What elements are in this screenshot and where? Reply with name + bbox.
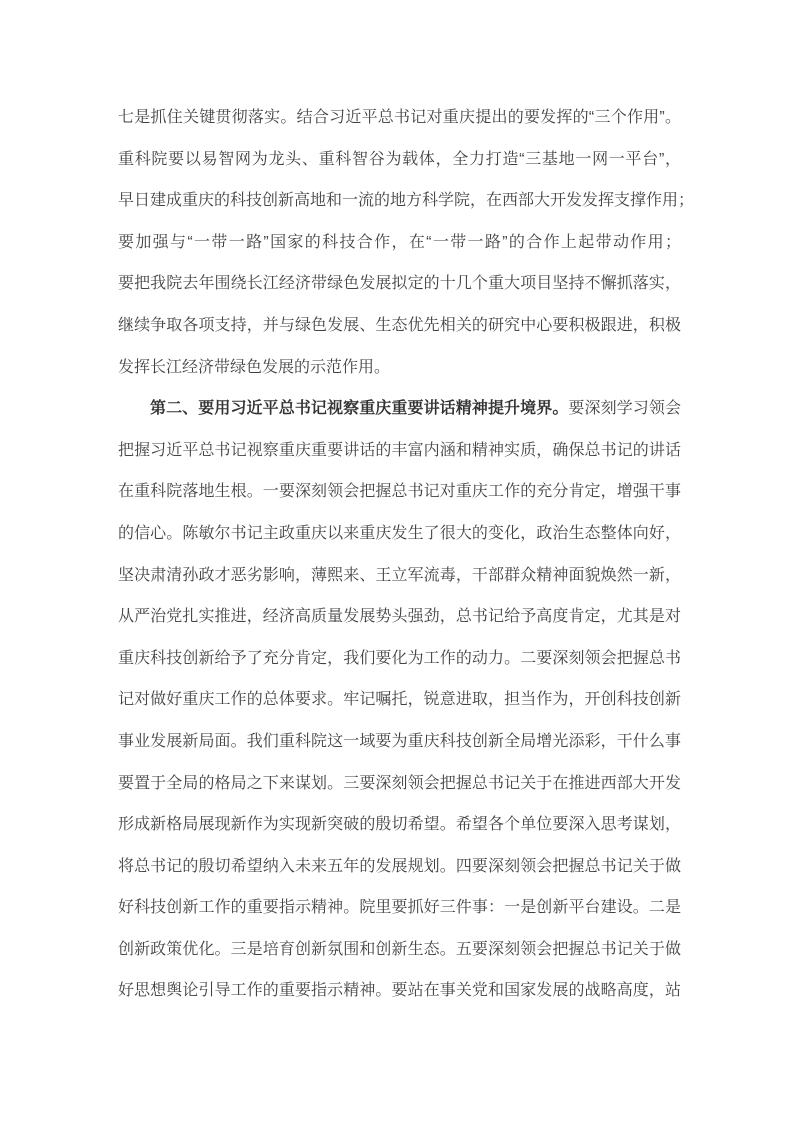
text-line [118, 180, 695, 222]
text-segment: 坚决肃清孙政才恶劣影响，薄熙来、王立军流毒，干部群众精神面貌焕然一新， [118, 566, 681, 584]
text-segment: 发挥长江经济带绿色发展的示范作用。 [118, 358, 391, 376]
text-segment: 要把我院去年围绕长江经济带绿色发展拟定的十几个重大项目坚持不懈抓落实， [118, 275, 681, 293]
text-line [118, 430, 681, 472]
bold-text-segment: 第二、要用习近平总书记视察重庆重要讲话精神提升境界。 [150, 400, 569, 418]
text-line [118, 846, 681, 888]
text-segment: 好思想舆论引导工作的重要指示精神。要站在事关党和国家发展的战略高度，站 [118, 982, 681, 1000]
text-line [118, 638, 681, 680]
text-segment: 在重科院落地生根。一要深刻领会把握总书记对重庆工作的充分肯定，增强干事 [118, 483, 681, 501]
text-segment: 重庆科技创新给予了充分肯定，我们要化为工作的动力。二要深刻领会把握总书 [118, 649, 681, 667]
text-segment: 的信心。陈敏尔书记主政重庆以来重庆发生了很大的变化，政治生态整体向好， [118, 524, 681, 542]
text-segment: 事业发展新局面。我们重科院这一域要为重庆科技创新全局增光添彩，干什么事 [118, 732, 681, 750]
text-segment: 继续争取各项支持，并与绿色发展、生态优先相关的研究中心要积极跟进，积极 [118, 316, 681, 334]
text-line [118, 513, 681, 555]
text-segment: 把握习近平总书记视察重庆重要讲话的丰富内涵和精神实质，确保总书记的讲话 [118, 441, 681, 459]
text-segment: 记对做好重庆工作的总体要求。牢记嘱托，锐意进取，担当作为，开创科技创新 [118, 691, 681, 709]
text-line [118, 887, 681, 929]
text-line [118, 97, 681, 139]
text-line [118, 721, 681, 763]
paragraph-second-point [118, 388, 681, 1012]
text-segment: 从严治党扎实推进，经济高质量发展势头强劲，总书记给予高度肯定，尤其是对 [118, 608, 681, 626]
text-segment: 好科技创新工作的重要指示精神。院里要抓好三件事：一是创新平台建设。二是 [118, 899, 681, 917]
text-line [118, 929, 681, 971]
text-line [118, 139, 681, 181]
text-segment: 要加强与“一带一路”国家的科技合作，在“一带一路”的合作上起带动作用； [118, 233, 681, 251]
text-segment: 要置于全局的格局之下来谋划。三要深刻领会把握总书记关于在推进西部大开发 [118, 774, 681, 792]
paragraph-continuation [118, 97, 695, 388]
text-line [118, 970, 681, 1012]
text-line [118, 763, 681, 805]
text-segment: 将总书记的殷切希望纳入未来五年的发展规划。四要深刻领会把握总书记关于做 [118, 857, 681, 875]
text-line [118, 222, 681, 264]
text-line [118, 596, 681, 638]
text-line [118, 471, 681, 513]
text-line [118, 305, 681, 347]
text-line [118, 347, 681, 389]
text-line [118, 388, 681, 430]
text-line [118, 555, 681, 597]
text-segment: 早日建成重庆的科技创新高地和一流的地方科学院，在西部大开发发挥支撑作用； [118, 192, 695, 210]
text-line [118, 263, 681, 305]
text-segment: 形成新格局展现新作为实现新突破的殷切希望。希望各个单位要深入思考谋划， [118, 816, 681, 834]
text-segment: 创新政策优化。三是培育创新氛围和创新生态。五要深刻领会把握总书记关于做 [118, 940, 681, 958]
text-line [118, 679, 681, 721]
text-segment: 要深刻学习领会 [568, 400, 681, 418]
text-segment: 七是抓住关键贯彻落实。结合习近平总书记对重庆提出的要发挥的“三个作用”。 [118, 109, 681, 126]
text-line [118, 804, 681, 846]
document-content [118, 97, 695, 1012]
text-segment: 重科院要以易智网为龙头、重科智谷为载体，全力打造“三基地一网一平台”， [118, 150, 681, 168]
